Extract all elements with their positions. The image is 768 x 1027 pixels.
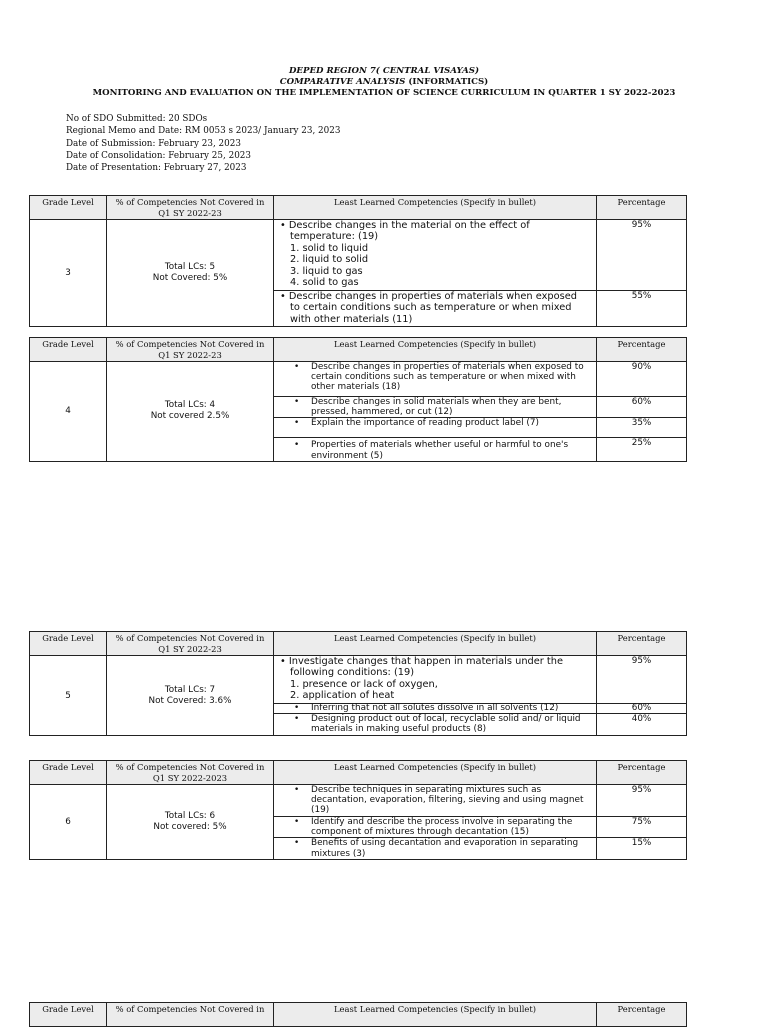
table-row [30, 362, 687, 397]
grade-cell: 6 [30, 785, 107, 860]
coverage-cell: Total LCs: 5 Not Covered: 5% [107, 220, 274, 327]
percentage-cell: 95% [597, 220, 687, 291]
bullet-icon: • [294, 703, 300, 713]
competency-cell: • Describe techniques in separating mixtures such as decantation, evaporation, filtering, sieving and using magnet (19) [274, 785, 597, 817]
competency-cell: • Properties of materials whether useful or harmful to one's environment (5) [274, 438, 597, 461]
bullet-icon: • [294, 440, 300, 451]
competency-cell: • Designing product out of local, recyclable solid and/ or liquid materials in making useful products (8) [274, 714, 597, 736]
grade-6-table [29, 760, 687, 860]
bullet-icon: • [294, 714, 300, 724]
meta-memo: Regional Memo and Date: RM 0053 s 2023/ January 23, 2023 [66, 126, 341, 137]
col-percentage: Percentage [597, 761, 687, 785]
table-header-row [30, 1003, 687, 1027]
percentage-cell: 35% [597, 418, 687, 438]
competency-cell: • Describe changes in the material on the effect of temperature: (19) 1. solid to liquid 2. liquid to solid 3. liquid to gas 4. solid to gas [274, 220, 597, 291]
table-header-row [30, 761, 687, 785]
table-header-row [30, 338, 687, 362]
table-row [30, 656, 687, 704]
table-header-row [30, 632, 687, 656]
col-grade-level: Grade Level [30, 338, 107, 362]
competency-cell: • Explain the importance of reading product label (7) [274, 418, 597, 438]
table-row [30, 220, 687, 291]
grade-cell: 3 [30, 220, 107, 327]
col-percentage: Percentage [597, 632, 687, 656]
col-percentage: Percentage [597, 196, 687, 220]
percentage-cell: 95% [597, 656, 687, 704]
meta-submission: Date of Submission: February 23, 2023 [66, 138, 241, 149]
col-not-covered: % of Competencies Not Covered in Q1 SY 2022-2023 [107, 761, 274, 785]
report-meta [66, 113, 340, 174]
grade-5-table [29, 631, 687, 736]
next-table-partial [29, 1002, 687, 1027]
competency-cell: • Benefits of using decantation and evaporation in separating mixtures (3) [274, 838, 597, 860]
col-least-learned: Least Learned Competencies (Specify in bullet) [274, 1003, 597, 1027]
competency-cell: • Describe changes in properties of materials when exposed to certain conditions such as temperature or when mixed with other materials (18) [274, 362, 597, 397]
percentage-cell: 60% [597, 704, 687, 714]
table-header-row [30, 196, 687, 220]
col-percentage: Percentage [597, 338, 687, 362]
col-not-covered: % of Competencies Not Covered in Q1 SY 2022-23 [107, 338, 274, 362]
meta-consolidation: Date of Consolidation: February 25, 2023 [66, 150, 251, 161]
bullet-icon: • [294, 362, 300, 372]
coverage-cell: Total LCs: 7 Not Covered: 3.6% [107, 656, 274, 736]
col-grade-level: Grade Level [30, 632, 107, 656]
header-title: MONITORING AND EVALUATION ON THE IMPLEMENTATION OF SCIENCE CURRICULUM IN QUARTER 1 SY 2022-2023 [92, 88, 676, 98]
bullet-icon: • [294, 397, 300, 407]
competency-cell: • Identify and describe the process involve in separating the component of mixtures through decantation (15) [274, 817, 597, 838]
col-least-learned: Least Learned Competencies (Specify in bullet) [274, 761, 597, 785]
document-header [0, 66, 768, 99]
competency-cell: • Inferring that not all solutes dissolve in all solvents (12) [274, 704, 597, 714]
col-percentage: Percentage [597, 1003, 687, 1027]
table-row [30, 785, 687, 817]
meta-presentation: Date of Presentation: February 27, 2023 [66, 163, 247, 174]
percentage-cell: 55% [597, 291, 687, 327]
bullet-icon: • [294, 838, 300, 849]
col-not-covered: % of Competencies Not Covered in Q1 SY 2022-23 [107, 196, 274, 220]
header-region: DEPED REGION 7( CENTRAL VISAYAS) [288, 66, 480, 76]
grade-3-table [29, 195, 687, 327]
competency-cell: • Investigate changes that happen in materials under the following conditions: (19) 1. presence or lack of oxygen, 2. application of heat [274, 656, 597, 704]
col-least-learned: Least Learned Competencies (Specify in bullet) [274, 196, 597, 220]
bullet-icon: • [294, 418, 300, 429]
bullet-icon: • [294, 817, 300, 827]
col-grade-level: Grade Level [30, 196, 107, 220]
header-analysis: COMPARATIVE ANALYSIS (INFORMATICS) [279, 77, 489, 87]
grade-4-table [29, 337, 687, 462]
competency-cell: • Describe changes in properties of materials when exposed to certain conditions such as temperature or when mixed with other materials (11) [274, 291, 597, 327]
percentage-cell: 90% [597, 362, 687, 397]
percentage-cell: 15% [597, 838, 687, 860]
percentage-cell: 75% [597, 817, 687, 838]
competency-cell: • Describe changes in solid materials when they are bent, pressed, hammered, or cut (12) [274, 397, 597, 418]
col-grade-level: Grade Level [30, 761, 107, 785]
col-least-learned: Least Learned Competencies (Specify in bullet) [274, 632, 597, 656]
bullet-icon: • [294, 785, 300, 795]
percentage-cell: 60% [597, 397, 687, 418]
grade-cell: 5 [30, 656, 107, 736]
col-not-covered: % of Competencies Not Covered in [107, 1003, 274, 1027]
percentage-cell: 25% [597, 438, 687, 461]
col-grade-level: Grade Level [30, 1003, 107, 1027]
grade-cell: 4 [30, 362, 107, 462]
meta-sdo: No of SDO Submitted: 20 SDOs [66, 114, 208, 124]
col-least-learned: Least Learned Competencies (Specify in bullet) [274, 338, 597, 362]
coverage-cell: Total LCs: 4 Not covered 2.5% [107, 362, 274, 462]
percentage-cell: 95% [597, 785, 687, 817]
col-not-covered: % of Competencies Not Covered in Q1 SY 2022-23 [107, 632, 274, 656]
coverage-cell: Total LCs: 6 Not covered: 5% [107, 785, 274, 860]
percentage-cell: 40% [597, 714, 687, 736]
